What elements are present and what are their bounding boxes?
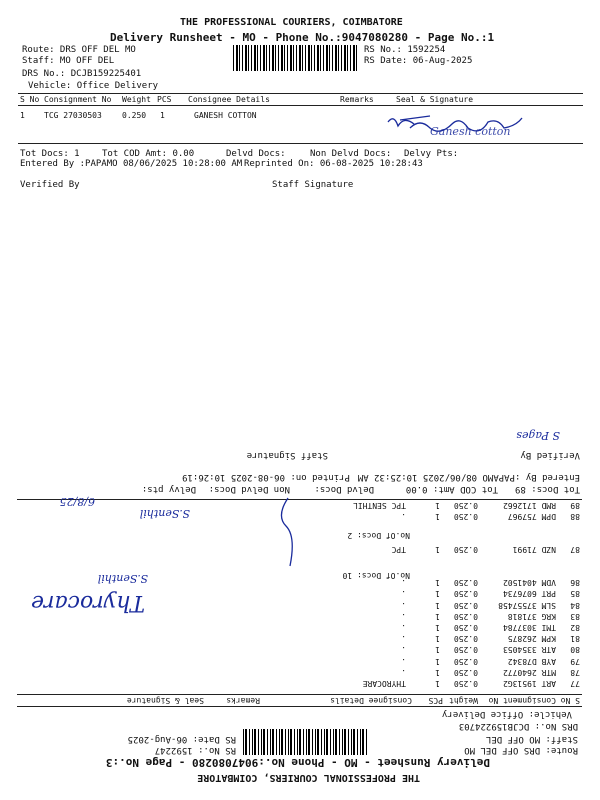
cell-sno: 81: [570, 634, 580, 644]
cell-sno: 77: [570, 679, 580, 688]
cell-weight: 0.250: [453, 623, 478, 632]
staff: Staff: MO OFF DEL: [22, 56, 115, 66]
cell-consignee: .: [401, 667, 406, 677]
cell-consignment: KPM 262875: [507, 634, 556, 644]
company-name: THE PROFESSIONAL COURIERS, COIMBATORE: [180, 17, 403, 28]
rs-number: RS No.: 1592247: [154, 745, 236, 755]
total-cod: Tot COD Amt: 0.00: [102, 149, 195, 159]
cell-pcs: 1: [435, 545, 440, 554]
signature-text: S.Senthil: [97, 572, 148, 585]
cell-consignee: TPC: [391, 545, 406, 554]
cell-weight: 0.250: [453, 656, 478, 666]
verified-by: Verified By: [20, 180, 80, 190]
cell-consignee: .: [401, 656, 406, 666]
cell-consignment: ART 19513G2: [503, 679, 556, 688]
signature-scribble: [270, 495, 300, 570]
divider: [18, 105, 583, 106]
cell-consignee: .: [401, 611, 406, 621]
docs-count-note: No.Of Docs: 10: [342, 571, 410, 580]
cell-pcs: 1: [435, 600, 440, 610]
barcode: [242, 729, 367, 755]
cell-weight: 0.250: [453, 589, 478, 599]
cell-pcs: 1: [435, 679, 440, 688]
non-delivered-docs: Non Delvd Docs:: [310, 149, 392, 159]
cell-weight: 0.250: [453, 545, 478, 554]
cell-pcs: 1: [435, 634, 440, 644]
cell-sno: 88: [570, 511, 580, 521]
cell-weight: 0.250: [453, 578, 478, 588]
cell-consignee: .: [401, 634, 406, 644]
delivery-points: Delvy Pts:: [404, 149, 459, 159]
divider: [17, 694, 582, 695]
cell-weight: 0.250: [453, 634, 478, 644]
cell-sno: 86: [570, 578, 580, 588]
cell-sno: 84: [570, 600, 580, 610]
cell-sno: 83: [570, 611, 580, 621]
signature-text: Ganesh cotton: [430, 125, 511, 138]
signature-text: S.Senthil: [139, 507, 190, 520]
cell-pcs: 1: [435, 511, 440, 521]
signature-date: 6/8/25: [59, 495, 95, 508]
delivered-docs: Delvd Docs:: [226, 149, 286, 159]
entered-by: Entered By :PAPAMO 08/06/2025 10:25:32 AM: [357, 472, 580, 482]
signature-text: Thyrocare: [30, 590, 145, 615]
cell-consignee: TPC SENTHIL: [353, 500, 406, 510]
cell-pcs: 1: [435, 667, 440, 677]
cell-sno: 89: [570, 500, 580, 510]
cell-consignment: NZD 71991: [512, 545, 556, 554]
cell-consignment: MTR 2640772: [503, 667, 556, 677]
cell-pcs: 1: [435, 578, 440, 588]
non-delivered-docs: Non Delvd Docs:: [208, 484, 290, 494]
cell-pcs: 1: [435, 589, 440, 599]
cell-consignment: TMI 3037784: [503, 623, 556, 632]
runsheet-title: Delivery Runsheet - MO - Phone No.:9047080280 - Page No.:1: [110, 31, 495, 44]
delivery-points: Delvy pts:: [141, 484, 196, 494]
cell-consignee: .: [401, 645, 406, 655]
staff: Staff: MO OFF DEL: [485, 734, 578, 744]
divider: [17, 706, 582, 707]
cell-consignee: .: [401, 511, 406, 521]
cell-consignment: PRT 6076734: [503, 589, 556, 599]
company-name: THE PROFESSIONAL COURIERS, COIMBATORE: [197, 772, 420, 783]
cell-sno: 79: [570, 656, 580, 666]
cell-sno: 78: [570, 667, 580, 677]
cell-weight: 0.250: [453, 600, 478, 610]
cell-pcs: 1: [435, 500, 440, 510]
cell-sno: 82: [570, 623, 580, 632]
docs-count-note: No.Of Docs: 2: [347, 531, 410, 540]
total-cod: Tot COD Amt: 0.00: [405, 484, 498, 494]
rs-date: RS Date: 06-Aug-2025: [364, 56, 473, 66]
entered-by: Entered By :PAPAMO 08/06/2025 10:28:00 AM: [20, 159, 243, 169]
divider: [18, 93, 583, 94]
cell-consignment: AYB D78342: [507, 656, 556, 666]
barcode: [233, 45, 358, 71]
cell-pcs: 1: [435, 611, 440, 621]
cell-consignment: ATR 3354053: [503, 645, 556, 655]
reprinted-on: Reprinted On: 06-08-2025 10:28:43: [244, 159, 423, 169]
cell-pcs: 1: [435, 645, 440, 655]
cell-consignee: .: [401, 578, 406, 588]
cell-consignee: .: [401, 589, 406, 599]
staff-signature: Staff Signature: [246, 450, 328, 460]
route: Route: DRS OFF DEL MO: [464, 745, 578, 755]
delivered-docs: Delvd Docs:: [314, 484, 374, 494]
cell-consignment: RMD 1712662: [503, 500, 556, 510]
cell-consignment: VDM 4041502: [503, 578, 556, 588]
cell-sno: 87: [570, 545, 580, 554]
cell-consignee: .: [401, 600, 406, 610]
rs-date: RS Date: 06-Aug-2025: [127, 734, 236, 744]
vehicle: Vehicle: Office Delivery: [28, 81, 159, 91]
cell-consignment: KRG 371818: [507, 611, 556, 621]
rs-number: RS No.: 1592254: [364, 45, 446, 55]
divider: [18, 143, 583, 144]
route: Route: DRS OFF DEL MO: [22, 45, 136, 55]
cell-consignment: DPM 757967: [507, 511, 556, 521]
verified-by: Verified By: [520, 450, 580, 460]
total-docs: Tot Docs: 89: [514, 484, 580, 494]
drs-number: DRS No.: DCJB159225401: [22, 69, 142, 79]
runsheet-title: Delivery Runsheet - MO - Phone No.:9047080280 - Page No.:3: [105, 756, 490, 769]
handwritten-note: S Pages: [516, 429, 560, 442]
cell-consignee: .: [401, 623, 406, 632]
cell-sno: 80: [570, 645, 580, 655]
vehicle: Vehicle: Office Delivery: [441, 709, 572, 719]
drs-number: DRS No.: DCJB159224703: [458, 721, 578, 731]
cell-weight: 0.250: [453, 667, 478, 677]
cell-consignment: SLM 37557458: [498, 600, 556, 610]
cell-sno: 85: [570, 589, 580, 599]
printed-on: Printed on: 06-08-2025 10:26:19: [182, 472, 350, 482]
cell-weight: 0.250: [453, 511, 478, 521]
cell-weight: 0.250: [453, 500, 478, 510]
total-docs: Tot Docs: 1: [20, 149, 80, 159]
cell-pcs: 1: [435, 623, 440, 632]
staff-signature: Staff Signature: [272, 180, 354, 190]
cell-pcs: 1: [435, 656, 440, 666]
cell-weight: 0.250: [453, 645, 478, 655]
cell-weight: 0.250: [453, 611, 478, 621]
cell-consignee: THYROCARE: [362, 679, 406, 688]
runsheet-page-3: THE PROFESSIONAL COURIERS, COIMBATORE Delivery Runsheet - MO - Phone No.:9047080280 - Page No.:3 Route: DRS OFF DEL MO Staff: MO OFF DEL DRS No.: DCJB159224703 Vehicle: Office Delivery RS No.: 1592247 RS Date: 06-Aug-2025 S No Consignment No Weight PCS Consignee Details Remarks Seal & Signature 77 ART 19513G2 0.250 1 THYROCARE 78 MTR 2640772 0.250 1 . 79 AYB D78342 0.250 1 . 80 ATR 3354053 0.250 1 . 81 KPM 262875 0.250 1 . 82 TMI 3037784 0.250 1 . 83 KRG 371818 0.250 1 . 84 SLM 37557458 0.250 1 . 85 PRT 6076734 0.250 1 . 86 VDM 4041502 0.250 1 . 87 NZD 71991 0.250 1 TPC 88 DPM 757967 0.250 1 . 89 RMD 1712662 0.250 1 TPC SENTHIL No.Of Docs: 10 No.Of Docs: 2 Tot Docs: 89 Tot COD Amt: 0.00 Delvd Docs: Non Delvd Docs: Delvy pts: Entered By :PAPAMO 08/06/2025 10:25:32 AM Printed on: 06-08-2025 10:26:19 Verified By Staff Signature Thyrocare S.Senthil S.Senthil 6/8/25 S Pages: [0, 400, 600, 800]
cell-weight: 0.250: [453, 679, 478, 688]
